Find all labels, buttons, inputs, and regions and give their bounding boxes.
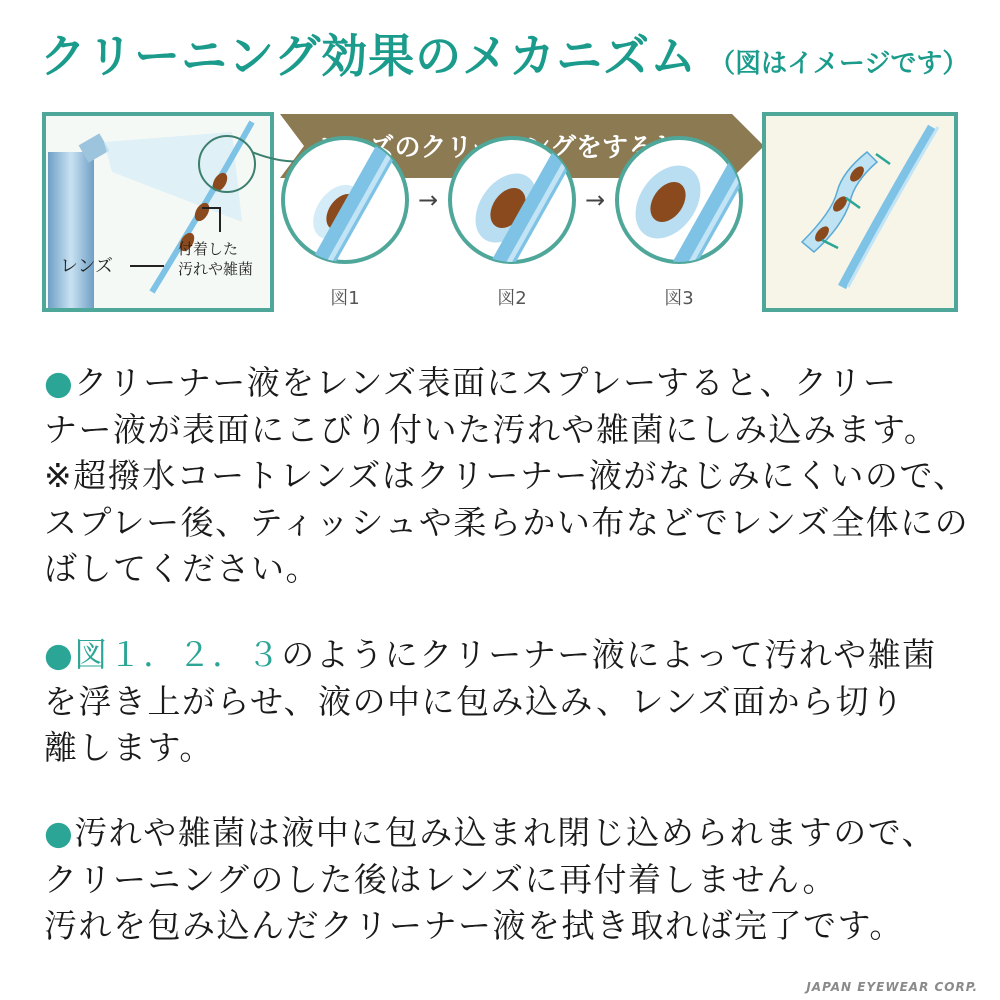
left-panel [44, 114, 272, 310]
bullet-2: ● [44, 635, 75, 674]
p3-line1: 汚れや雑菌は液中に包み込まれ閉じ込められますので、 [74, 813, 937, 852]
paragraph-3 [44, 810, 974, 950]
fig2-label: 図2 [497, 288, 527, 309]
title-main: クリーニング効果のメカニズム [40, 29, 698, 83]
p1-line3: ※超撥水コートレンズはクリーナー液がなじみにくいので、 [44, 456, 968, 495]
paragraph-1 [44, 360, 974, 593]
page-title [40, 20, 968, 90]
figure-reference: 図１．２．３ [74, 635, 282, 674]
p3-line3: 汚れを包み込んだクリーナー液を拭き取れば完了です。 [44, 906, 904, 945]
p1-line1: クリーナー液をレンズ表面にスプレーすると、クリー [74, 363, 898, 402]
dirt-label-1: 付着した [178, 240, 239, 258]
p1-line2: ナー液が表面にこびり付いた汚れや雑菌にしみ込みます。 [44, 409, 939, 449]
title-note: （図はイメージです） [709, 49, 969, 79]
arrow-2: → [584, 186, 606, 214]
p3-line2: クリーニングのした後はレンズに再付着しません。 [44, 859, 838, 899]
fig1-label: 図1 [330, 288, 360, 309]
bullet-1: ● [44, 363, 75, 402]
p1-line4: スプレー後、ティッシュや柔らかい布などでレンズ全体にの [44, 502, 970, 542]
dirt-label-2: 汚れや雑菌 [178, 260, 254, 278]
bullet-3: ● [44, 813, 75, 852]
footer-logo [806, 980, 978, 994]
paragraph-2 [44, 632, 974, 772]
arrow-1: → [417, 186, 439, 214]
p2-line2: を浮き上がらせ、液の中に包み込み、レンズ面から切り [44, 681, 905, 721]
p1-line5: ばしてください。 [44, 549, 320, 588]
footer-text: JAPAN EYEWEAR CORP. [806, 980, 978, 994]
p2-line1: のようにクリーナー液によって汚れや雑菌 [281, 635, 937, 674]
fig3-label: 図3 [664, 288, 694, 309]
mechanism-figure [42, 112, 958, 312]
p2-line3: 離します。 [44, 728, 214, 767]
right-panel [764, 114, 956, 310]
lens-label: レンズ [60, 256, 114, 277]
